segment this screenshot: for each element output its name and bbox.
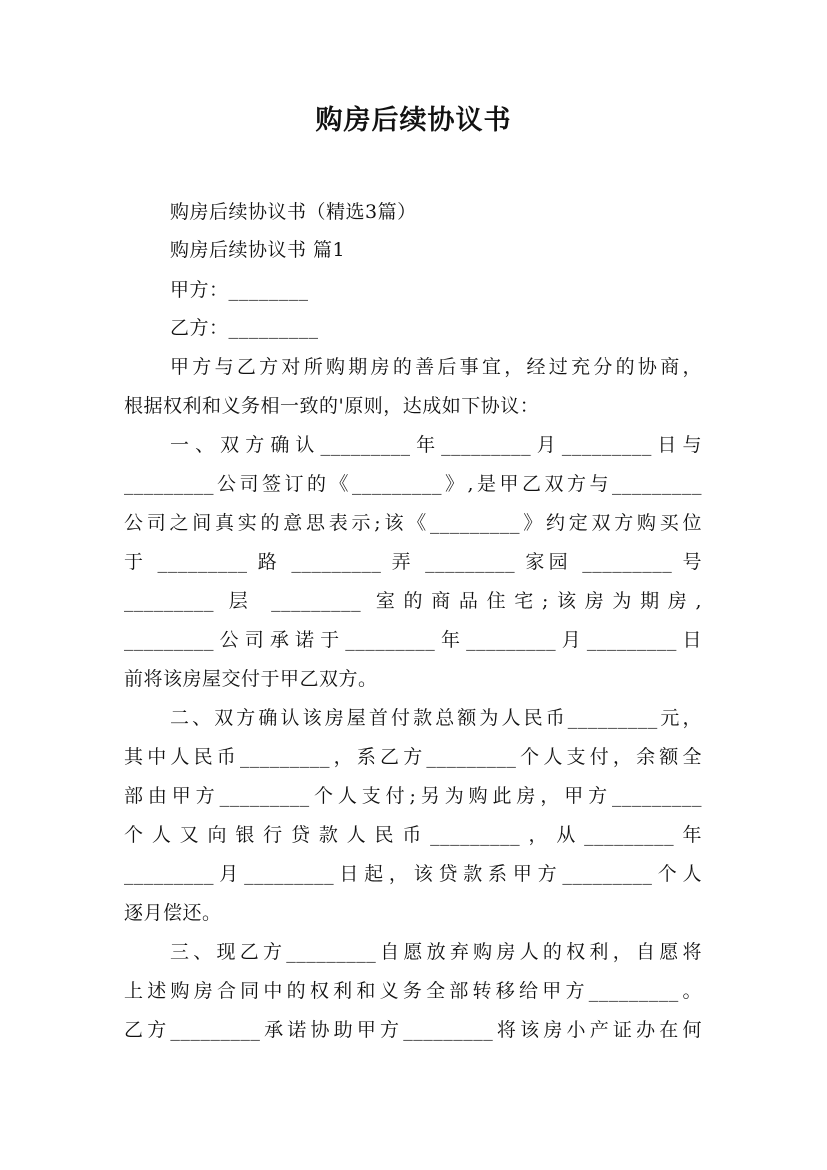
clause-2-line: 个人又向银行贷款人民币_________，从_________年 [124,824,702,846]
clause-3-line: 上述购房合同中的权利和义务全部转移给甲方_________。 [124,980,702,1002]
party-b-line: 乙方：_________ [170,317,319,339]
clause-3-line: 三、现乙方_________自愿放弃购房人的权利，自愿将 [170,941,702,963]
page-title: 购房后续协议书 [315,105,512,136]
clause-1-line: 于 _________ 路 _________ 弄 _________ 家园 _________ 号 [124,551,702,573]
clause-3-line: 乙方_________承诺协助甲方_________将该房小产证办在何 [124,1019,702,1041]
section-heading: 购房后续协议书 篇1 [170,239,346,261]
clause-1-line: 前将该房屋交付于甲乙双方。 [124,668,378,690]
clause-1-line: 一、双方确认_________年_________月_________日与 [170,434,702,456]
clause-2-line: 逐月偿还。 [124,902,222,924]
party-a-line: 甲方：________ [170,279,309,301]
clause-1-line: _________公司签订的《_________》,是甲乙双方与_________ [124,473,702,495]
clause-1-line: 公司之间真实的意思表示;该《_________》约定双方购买位 [124,512,702,534]
clause-2-line: 部由甲方_________个人支付;另为购此房，甲方_________ [124,785,702,807]
clause-1-line: _________公司承诺于_________年_________月_________日 [124,629,702,651]
paragraph-line: 甲方与乙方对所购期房的善后事宜，经过充分的协商， [170,356,702,378]
clause-2-line: _________月_________日起，该贷款系甲方_________个人 [124,863,702,885]
clause-2-line: 其中人民币_________，系乙方_________个人支付，余额全 [124,746,702,768]
clause-2-line: 二、双方确认该房屋首付款总额为人民币_________元， [170,707,702,729]
paragraph-line: 根据权利和义务相一致的'原则，达成如下协议： [124,395,540,417]
document-subtitle: 购房后续协议书（精选3篇） [170,201,417,223]
clause-1-line: _________ 层 _________ 室的商品住宅;该房为期房, [124,590,702,612]
